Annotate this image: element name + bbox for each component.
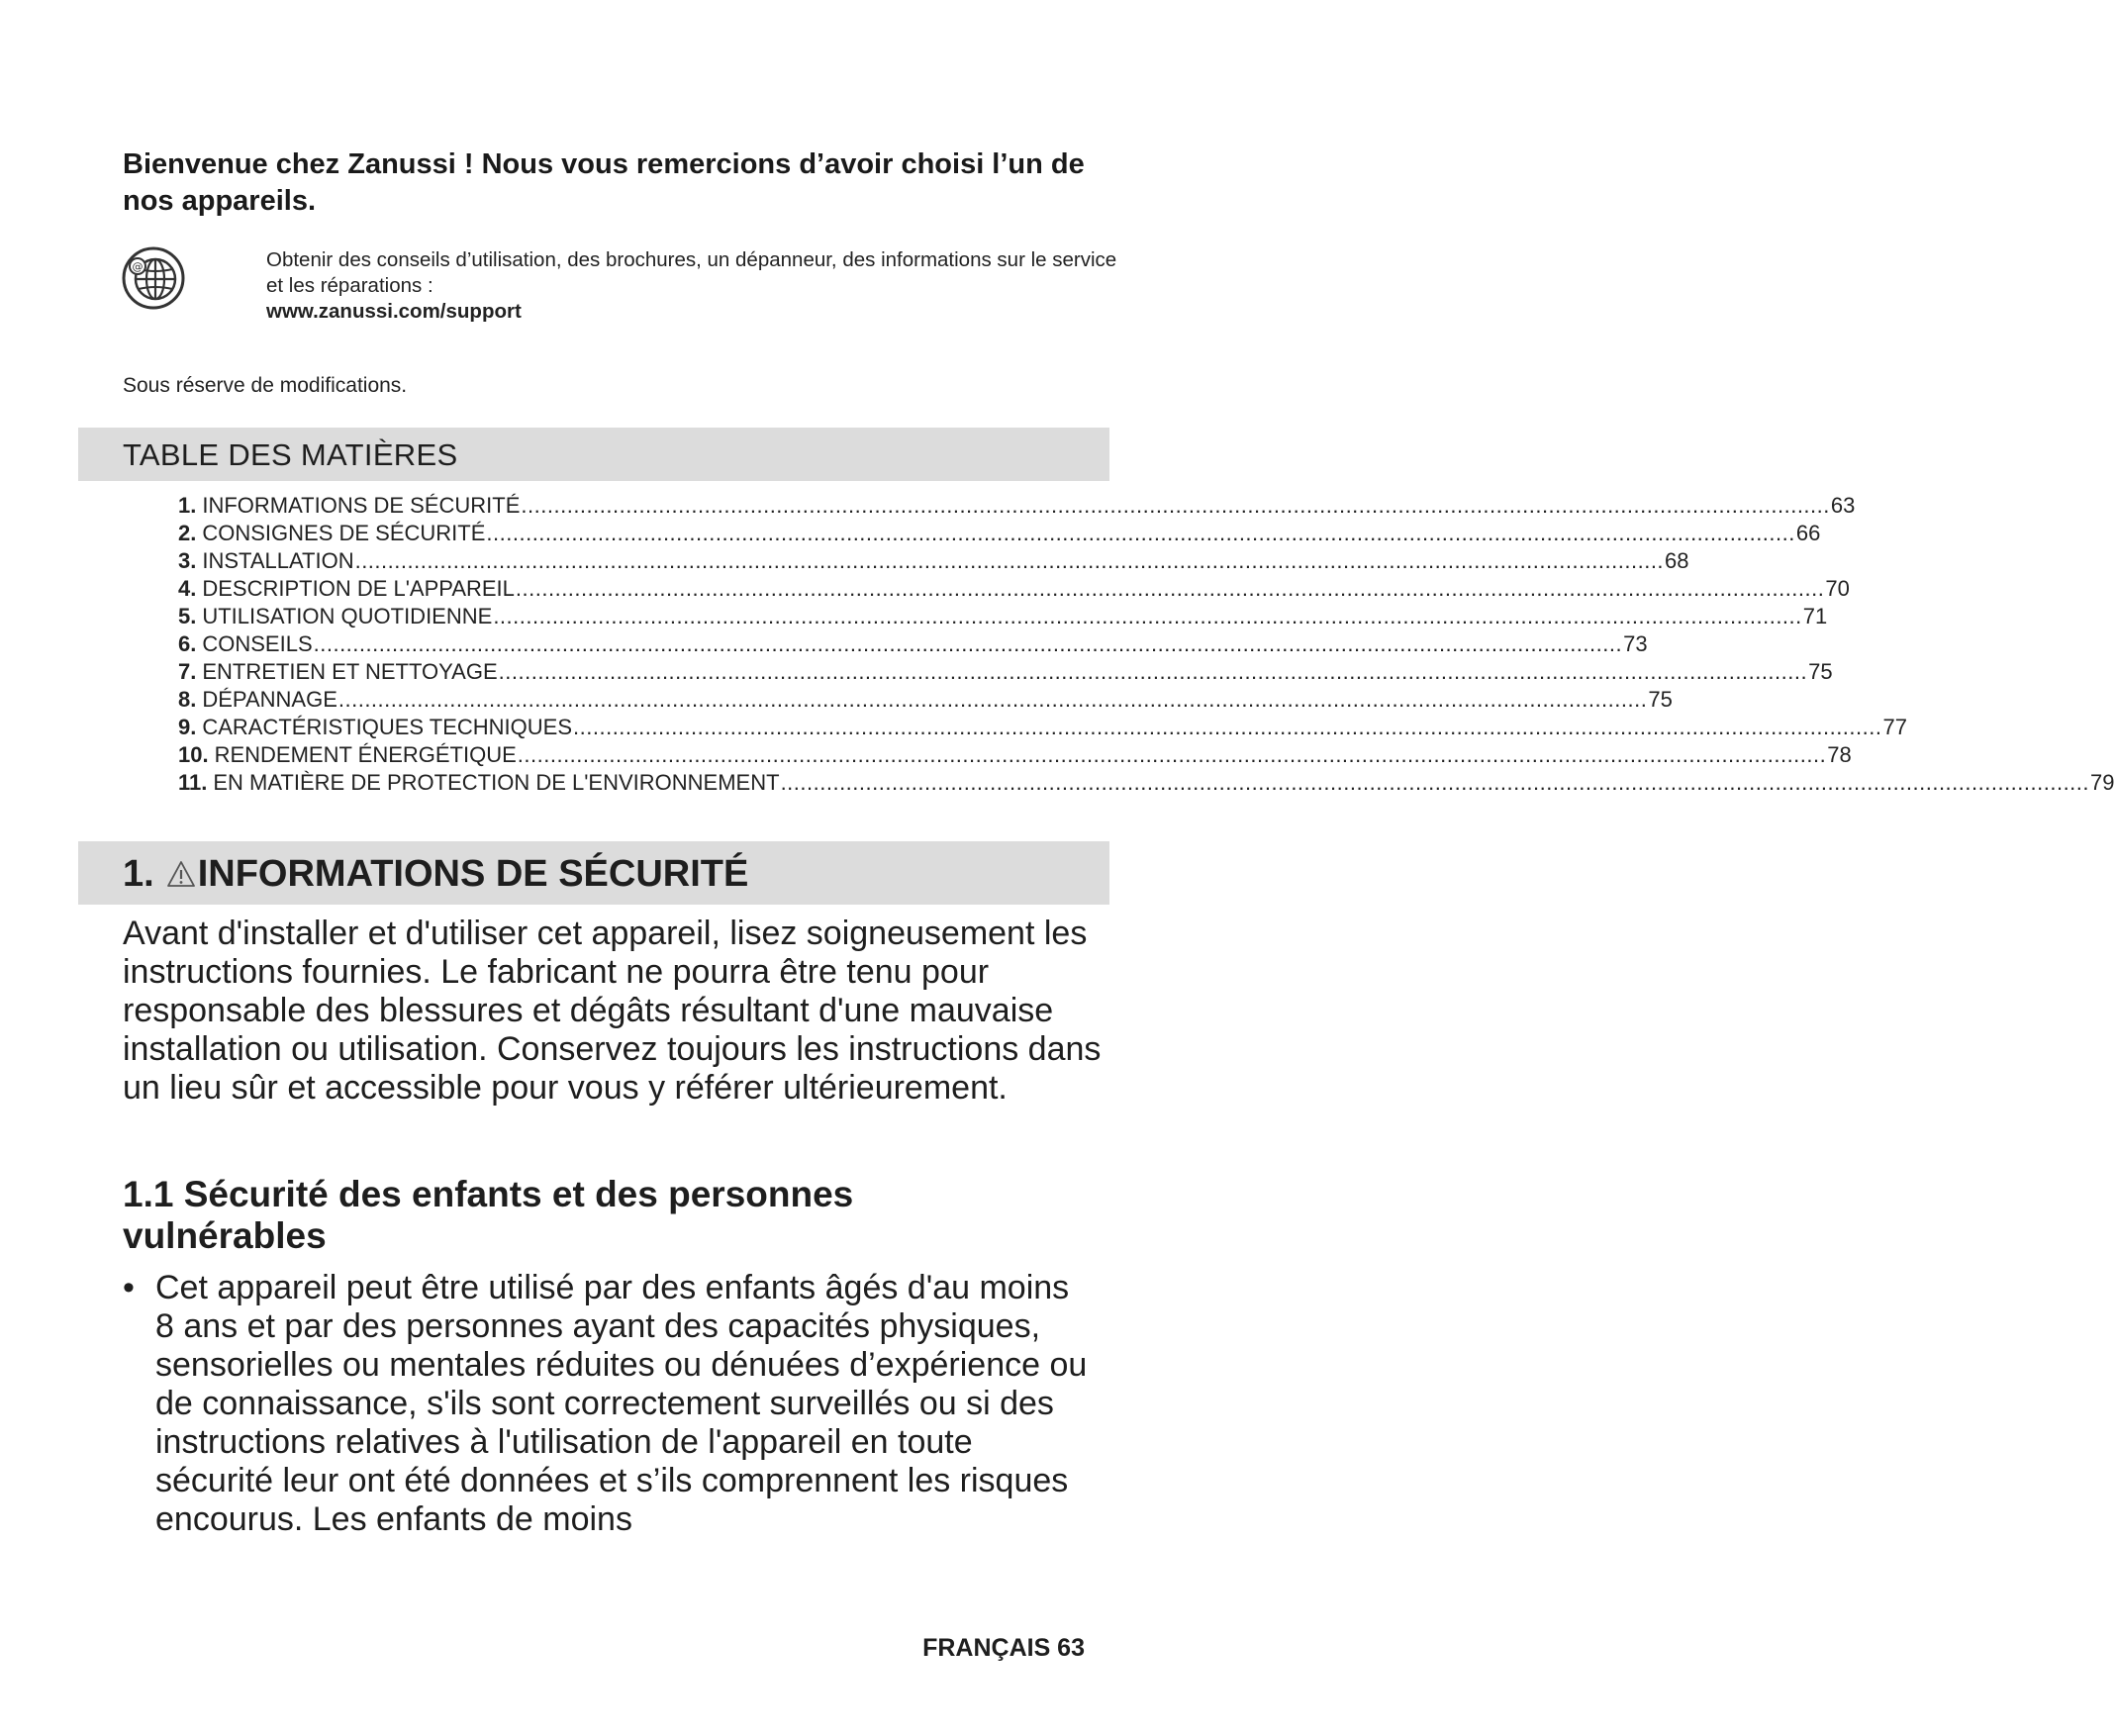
toc-item-page: 78: [1827, 742, 1852, 767]
toc-item-label: RENDEMENT ÉNERGÉTIQUE: [214, 742, 517, 767]
toc-item-label: INSTALLATION: [202, 548, 354, 573]
toc-item-number: 3.: [178, 548, 197, 573]
toc-item-label: DÉPANNAGE: [202, 687, 337, 712]
change-notice: Sous réserve de modifications.: [123, 374, 408, 397]
section-title: [123, 851, 748, 897]
toc-leader-dots: ........................................................................................................................................................................................................: [313, 631, 1623, 656]
globe-support-icon: [121, 245, 186, 311]
toc-item[interactable]: [178, 492, 1856, 520]
toc-item-number: 9.: [178, 715, 197, 739]
toc-item-label: EN MATIÈRE DE PROTECTION DE L'ENVIRONNEMENT: [213, 770, 780, 795]
toc-leader-dots: ........................................................................................................................................................................................................: [493, 604, 1802, 628]
toc-leader-dots: ........................................................................................................................................................................................................: [498, 659, 1808, 684]
toc-item-number: 1.: [178, 493, 197, 518]
table-of-contents: [178, 492, 2115, 797]
toc-item[interactable]: [178, 658, 1833, 686]
toc-item[interactable]: [178, 769, 2115, 797]
toc-item[interactable]: [178, 630, 1648, 658]
toc-leader-dots: ........................................................................................................................................................................................................: [573, 715, 1882, 739]
list-item: [123, 1269, 1093, 1539]
toc-item[interactable]: [178, 547, 1689, 575]
toc-item-label: CONSIGNES DE SÉCURITÉ: [202, 521, 486, 545]
subsection-title: 1.1 Sécurité des enfants et des personnes vulnérables: [123, 1174, 854, 1256]
toc-item-number: 4.: [178, 576, 197, 601]
toc-item-number: 10.: [178, 742, 209, 767]
toc-item[interactable]: [178, 575, 1850, 603]
toc-item-page: 75: [1648, 687, 1673, 712]
section-title-text: INFORMATIONS DE SÉCURITÉ: [197, 853, 749, 895]
toc-item[interactable]: [178, 741, 1852, 769]
toc-item[interactable]: [178, 603, 1828, 630]
svg-text:@: @: [132, 260, 144, 273]
toc-item-number: 2.: [178, 521, 197, 545]
warning-triangle-icon: [166, 859, 196, 889]
toc-item-number: 5.: [178, 604, 197, 628]
toc-item-page: 63: [1830, 493, 1856, 518]
toc-leader-dots: ........................................................................................................................................................................................................: [486, 521, 1795, 545]
page-footer: FRANÇAIS 63: [922, 1634, 1085, 1662]
toc-item-label: ENTRETIEN ET NETTOYAGE: [202, 659, 498, 684]
toc-item[interactable]: [178, 714, 1907, 741]
toc-leader-dots: ........................................................................................................................................................................................................: [517, 742, 1827, 767]
section-number: 1.: [123, 853, 154, 895]
toc-item[interactable]: [178, 686, 1673, 714]
toc-item-page: 73: [1623, 631, 1648, 656]
support-info: [266, 247, 1117, 325]
toc-item-label: CONSEILS: [202, 631, 313, 656]
toc-item-number: 11.: [178, 770, 208, 795]
toc-leader-dots: ........................................................................................................................................................................................................: [515, 576, 1825, 601]
toc-item-label: DESCRIPTION DE L'APPAREIL: [202, 576, 515, 601]
toc-title: TABLE DES MATIÈRES: [123, 437, 458, 472]
toc-item-number: 6.: [178, 631, 197, 656]
toc-item-number: 8.: [178, 687, 197, 712]
support-url[interactable]: www.zanussi.com/support: [266, 300, 522, 323]
section-intro: Avant d'installer et d'utiliser cet appareil, lisez soigneusement les instructions fournies. Le fabricant ne pourra être tenu pour responsable des blessures et dégâts résultant d'une mauvaise installation ou utilisation. Conservez toujours les instructions dans un lieu sûr et accessible pour vous y référer ultérieurement.: [123, 915, 1102, 1107]
toc-leader-dots: ........................................................................................................................................................................................................: [337, 687, 1648, 712]
toc-leader-dots: ........................................................................................................................................................................................................: [354, 548, 1665, 573]
welcome-heading: Bienvenue chez Zanussi ! Nous vous remercions d’avoir choisi l’un de nos appareils.: [123, 148, 1085, 217]
toc-item-page: 77: [1882, 715, 1907, 739]
toc-item-label: INFORMATIONS DE SÉCURITÉ: [202, 493, 521, 518]
list-item-text: Cet appareil peut être utilisé par des enfants âgés d'au moins 8 ans et par des personnes ayant des capacités physiques, sensorielles ou mentales réduites ou dénuées d’expérience ou de connaissance, s'ils sont correctement surveillés ou si des instructions relatives à l'utilisation de l'appareil en toute sécurité leur ont été données et s’ils comprennent les risques encourus. Les enfants de moins: [155, 1269, 1088, 1538]
support-description: Obtenir des conseils d’utilisation, des brochures, un dépanneur, des informations sur le service et les réparations :: [266, 248, 1117, 297]
toc-item-page: 79: [2090, 770, 2115, 795]
toc-item-page: 70: [1825, 576, 1850, 601]
toc-item-page: 68: [1665, 548, 1689, 573]
toc-item-page: 75: [1808, 659, 1833, 684]
toc-item-page: 66: [1795, 521, 1821, 545]
toc-item[interactable]: [178, 520, 1821, 547]
bullet-dot: •: [123, 1269, 135, 1306]
toc-leader-dots: ........................................................................................................................................................................................................: [521, 493, 1830, 518]
toc-item-page: 71: [1802, 604, 1828, 628]
toc-item-label: UTILISATION QUOTIDIENNE: [202, 604, 493, 628]
toc-item-label: CARACTÉRISTIQUES TECHNIQUES: [202, 715, 573, 739]
section-header: [78, 841, 1109, 905]
toc-leader-dots: ........................................................................................................................................................................................................: [780, 770, 2090, 795]
toc-header: [78, 428, 1109, 481]
toc-item-number: 7.: [178, 659, 197, 684]
